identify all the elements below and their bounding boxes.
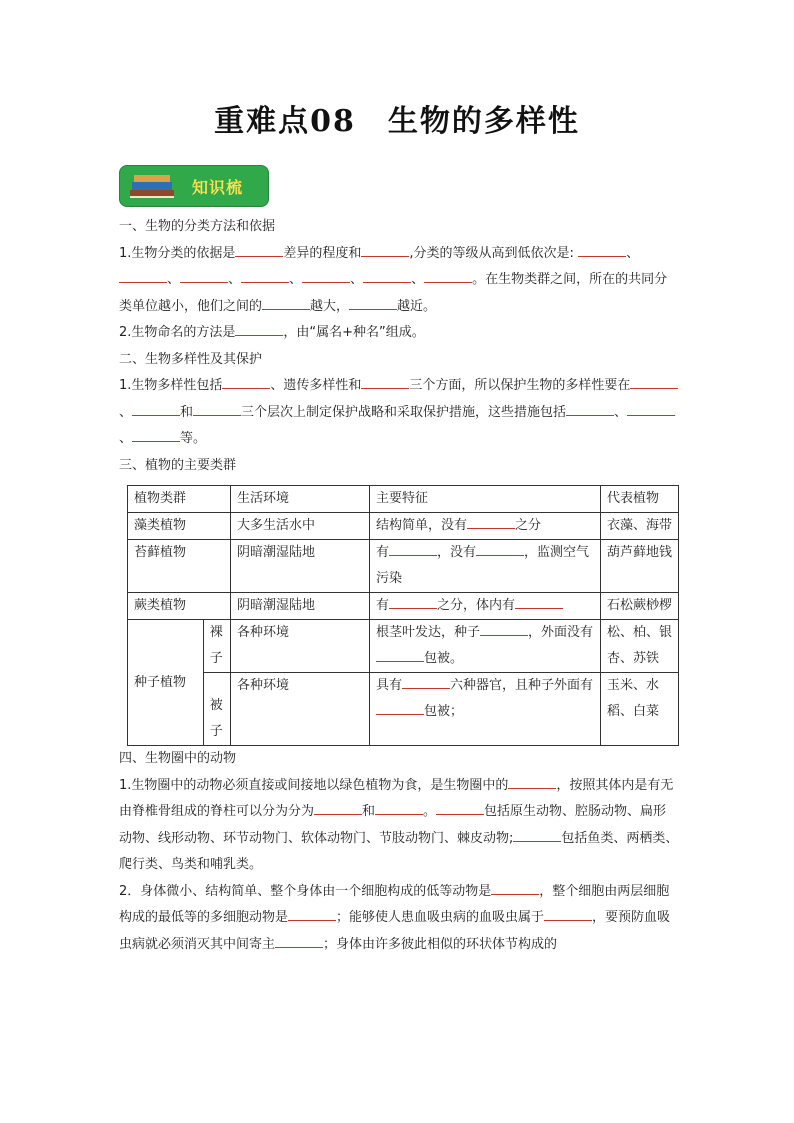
- table-header-row: [128, 486, 679, 513]
- page-title: 重难点08 生物的多样性: [214, 104, 580, 139]
- paragraph-1-2: 2.生物命名的方法是 ，由“属名+种名”组成。: [119, 320, 679, 347]
- table-row: 被子 各种环境 具有 六种器官，且种子外面有包被； 玉米、水稻、白菜: [128, 673, 679, 746]
- paragraph-1-1: 1.生物分类的依据是 差异的程度和 ,分类的等级从高到低依次是: 、、 、 、 、 、 。在生物类群之间，所在的共同分类单位越小，他们之间的 越大， 越近。: [119, 241, 679, 321]
- header-rep: 代表植物: [601, 486, 679, 513]
- table-row: 苔藓植物 阴暗潮湿陆地 有 ，没有 ，监测空气污染 葫芦藓地钱: [128, 540, 679, 593]
- badge-label: 知识梳: [192, 178, 244, 197]
- section-heading-4: 四、生物圈中的动物: [119, 751, 237, 766]
- table-row: 蕨类植物 阴暗潮湿陆地 有 之分，体内有 石松蕨桫椤: [128, 593, 679, 620]
- paragraph-4-1: 1.生物圈中的动物必须直接或间接地以绿色植物为食，是生物圈中的 ，按照其体内是有无由脊椎骨组成的脊柱可以分为分为 和 。 包括原生动物、腔肠动物、扁形动物、线形动物、环节动物门、软体动物门、节肢动物门、棘皮动物; 包括鱼类、两栖类、爬行类、鸟类和哺乳类。: [119, 773, 679, 879]
- books-icon: [126, 172, 178, 202]
- section-heading-3: 三、植物的主要类群: [119, 457, 237, 473]
- plant-groups-table: [127, 485, 679, 746]
- section-heading-1: 一、生物的分类方法和依据: [119, 219, 276, 234]
- paragraph-4-2: 2．身体微小、结构简单、整个身体由一个细胞构成的低等动物是 ，整个细胞由两层细胞构成的最低等的多细胞动物是 ；能够使人患血吸虫病的血吸虫属于 ，要预防血吸虫病就必须消灭其中间寄主 ；身体由许多彼此相似的环状体节构成的: [119, 879, 679, 959]
- paragraph-2-1: 1.生物多样性包括 、遗传多样性和 三个方面，所以保护生物的多样性要在、 和 三个层次上制定保护战略和采取保护措施，这些措施包括 、、 等。: [119, 373, 679, 453]
- header-feature: 主要特征: [370, 486, 601, 513]
- table-row: 藻类植物 大多生活水中 结构简单，没有 之分 衣藻、海带: [128, 513, 679, 540]
- section-heading-2: 二、生物多样性及其保护: [119, 351, 263, 367]
- header-env: 生活环境: [231, 486, 370, 513]
- table-row: 种子植物 裸子 各种环境 根茎叶发达，种子 ，外面没有包被。 松、柏、银杏、苏铁: [128, 620, 679, 673]
- header-group: 植物类群: [128, 486, 231, 513]
- knowledge-badge: [119, 165, 269, 207]
- document-body: [119, 214, 679, 958]
